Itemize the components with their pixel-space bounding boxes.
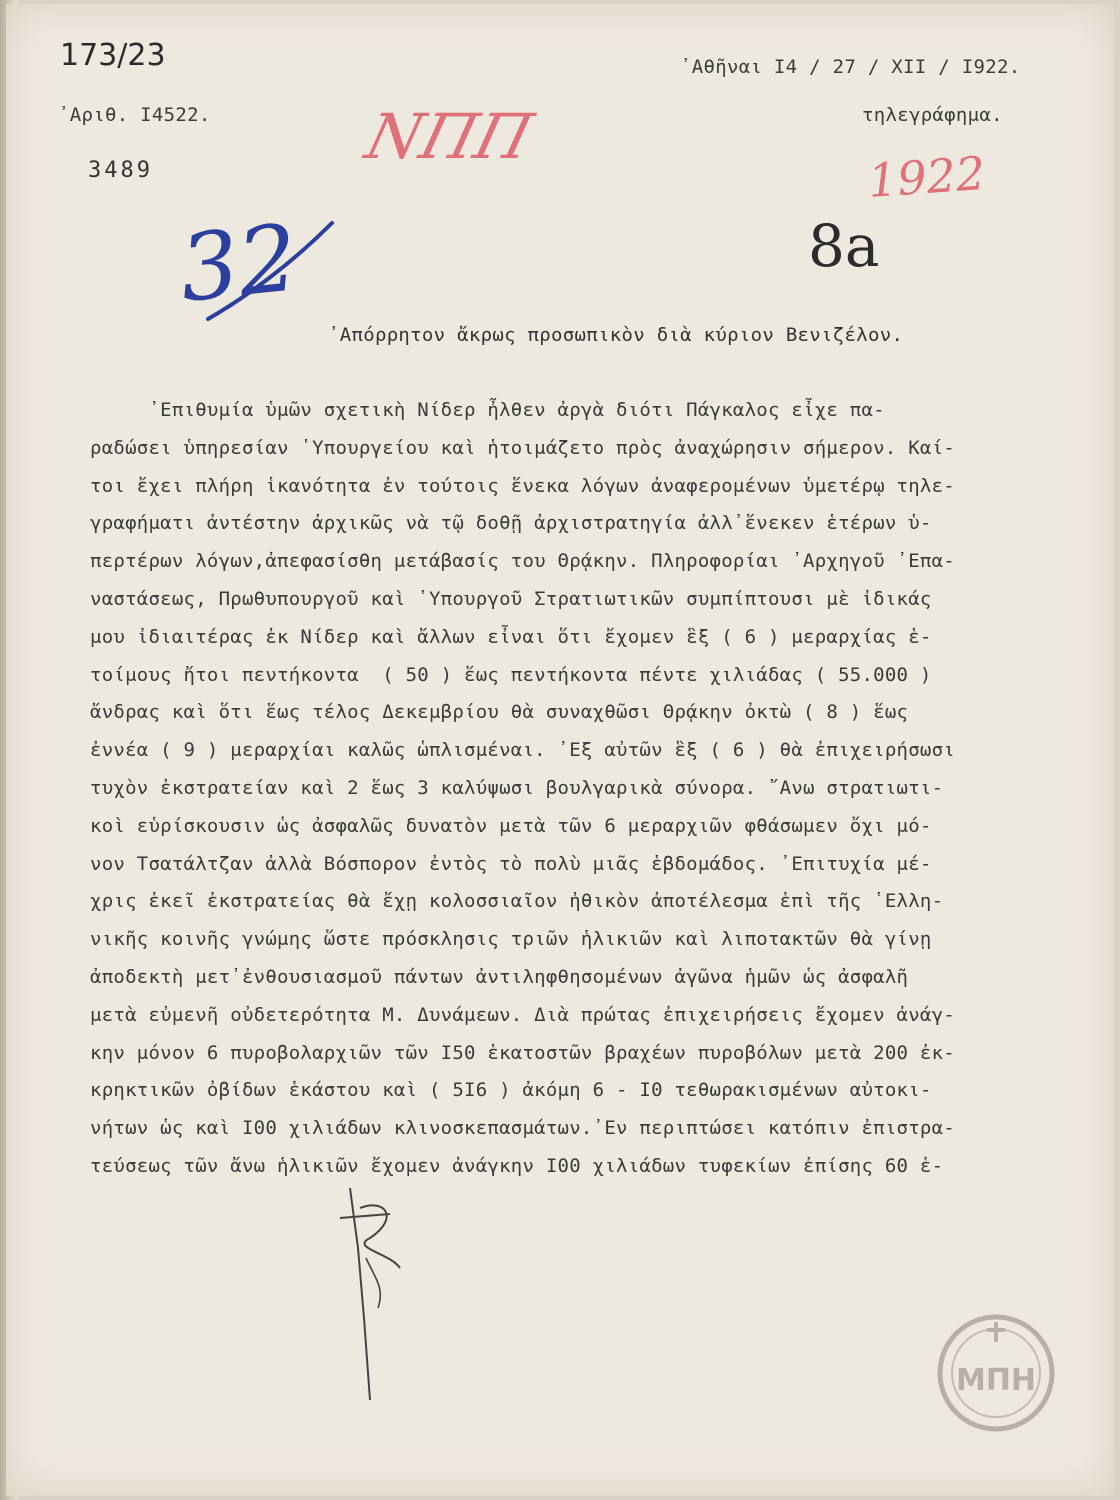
archive-stamp xyxy=(935,1312,1057,1434)
body-line: ἄνδρας καὶ ὅτι ἕως τέλος Δεκεμβρίου θὰ συναχθῶσι Θρᾴκην ὀκτὼ ( 8 ) ἕως xyxy=(90,701,909,724)
body-line: χρις ἐκεῖ ἐκστρατείας θὰ ἔχῃ κολοσσιαῖον ἠθικὸν ἀποτέλεσμα ἐπὶ τῆς ῾Ελλη- xyxy=(90,890,944,913)
body-line: τοίμους ἤτοι πεντήκοντα ( 50 ) ἕως πεντήκοντα πέντε χιλιάδας ( 55.000 ) xyxy=(90,663,932,686)
body-line: τοι ἔχει πλήρη ἱκανότητα ἐν τούτοις ἕνεκα λόγων ἀναφερομένων ὑμετέρῳ τηλε- xyxy=(90,474,955,497)
body-line: κοὶ εὑρίσκουσιν ὡς ἀσφαλῶς δυνατὸν μετὰ τῶν 6 μεραρχιῶν φθάσωμεν ὄχι μό- xyxy=(90,814,932,837)
body-line: ᾿Επιθυμία ὑμῶν σχετικὴ Νίδερ ἦλθεν ἀργὰ διότι Πάγκαλος εἶχε πα- xyxy=(90,399,885,421)
body-line: ναστάσεως, Πρωθυπουργοῦ καὶ ῾Υπουργοῦ Στρατιωτικῶν συμπίπτουσι μὲ ἰδικάς xyxy=(90,587,932,610)
body-line: περτέρων λόγων,ἀπεφασίσθη μετάβασίς του Θρᾴκην. Πληροφορίαι ᾿Αρχηγοῦ ᾿Επα- xyxy=(90,550,955,573)
archive-number: 3489 xyxy=(88,158,153,183)
body-line: μου ἰδιαιτέρας ἐκ Νίδερ καὶ ἄλλων εἶναι ὅτι ἔχομεν ἓξ ( 6 ) μεραρχίας ἑ- xyxy=(90,625,932,648)
file-reference: 173/23 xyxy=(60,38,166,73)
blue-pencil-underline xyxy=(200,215,340,325)
body-line: τεύσεως τῶν ἄνω ἡλικιῶν ἔχομεν ἀνάγκην Ι00 χιλιάδων τυφεκίων ἐπίσης 60 ἑ- xyxy=(90,1154,944,1177)
subject-line: ᾿Απόρρητον ἄκρως προσωπικὸν διὰ κύριον Βενιζέλον. xyxy=(328,324,904,346)
document-type: τηλεγράφημα. xyxy=(862,104,1003,126)
body-line: ἀποδεκτὴ μετ᾿ἐνθουσιασμοῦ πάντων ἀντιληφθησομένων ἀγῶνα ἡμῶν ὡς ἀσφαλῆ xyxy=(90,965,909,988)
body-line: νον Τσατάλτζαν ἀλλὰ Βόσπορον ἐντὸς τὸ πολὺ μιᾶς ἑβδομάδος. ᾿Επιτυχία μέ- xyxy=(90,852,932,875)
body-line: κην μόνον 6 πυροβολαρχιῶν τῶν Ι50 ἑκατοστῶν βραχέων πυροβόλων μετὰ 200 ἐκ- xyxy=(90,1041,955,1064)
body-line: ραδώσει ὑπηρεσίαν ῾Υπουργείου καὶ ἡτοιμάζετο πρὸς ἀναχώρησιν σήμερον. Καί- xyxy=(90,436,955,459)
body-line: μετὰ εὐμενῆ οὐδετερότητα Μ. Δυνάμεων. Διὰ πρώτας ἐπιχειρήσεις ἔχομεν ἀνάγ- xyxy=(90,1003,955,1026)
red-pencil-year: 1922 xyxy=(866,145,987,209)
telegram-body xyxy=(90,392,1090,1186)
stamp-text: ΜΠΗ xyxy=(955,1363,1037,1398)
body-line: τυχὸν ἐκστρατείαν καὶ 2 ἕως 3 καλύψωσι βουλγαρικὰ σύνορα. ῎Ανω στρατιωτι- xyxy=(90,776,944,799)
date-line: ᾿Αθῆναι Ι4 / 27 / XII / Ι922. xyxy=(680,56,1021,78)
body-line: ἐννέα ( 9 ) μεραρχίαι καλῶς ὡπλισμέναι. ᾿Εξ αὐτῶν ἓξ ( 6 ) θὰ ἐπιχειρήσωσι xyxy=(90,739,955,762)
blue-pencil-number: 32 xyxy=(174,204,303,323)
signature-scribble xyxy=(330,1178,420,1408)
body-line: γραφήματι ἀντέστην ἀρχικῶς νὰ τῷ δοθῇ ἀρχιστρατηγία ἀλλ᾿ἕνεκεν ἑτέρων ὑ- xyxy=(90,512,932,535)
body-line: νικῆς κοινῆς γνώμης ὥστε πρόσκλησις τριῶν ἡλικιῶν καὶ λιποτακτῶν θὰ γίνῃ xyxy=(90,928,932,951)
body-line: κρηκτικῶν ὀβίδων ἑκάστου καὶ ( 5Ι6 ) ἀκόμη 6 - Ι0 τεθωρακισμένων αὐτοκι- xyxy=(90,1079,932,1102)
black-pencil-mark: 8a xyxy=(808,212,880,280)
body-line: νήτων ὡς καὶ Ι00 χιλιάδων κλινοσκεπασμάτων.᾿Εν περιπτώσει κατόπιν ἐπιστρα- xyxy=(90,1117,955,1140)
red-pencil-scrawl: ΝΠΠ xyxy=(358,100,540,173)
protocol-number: ᾿Αριθ. Ι4522. xyxy=(58,104,211,126)
